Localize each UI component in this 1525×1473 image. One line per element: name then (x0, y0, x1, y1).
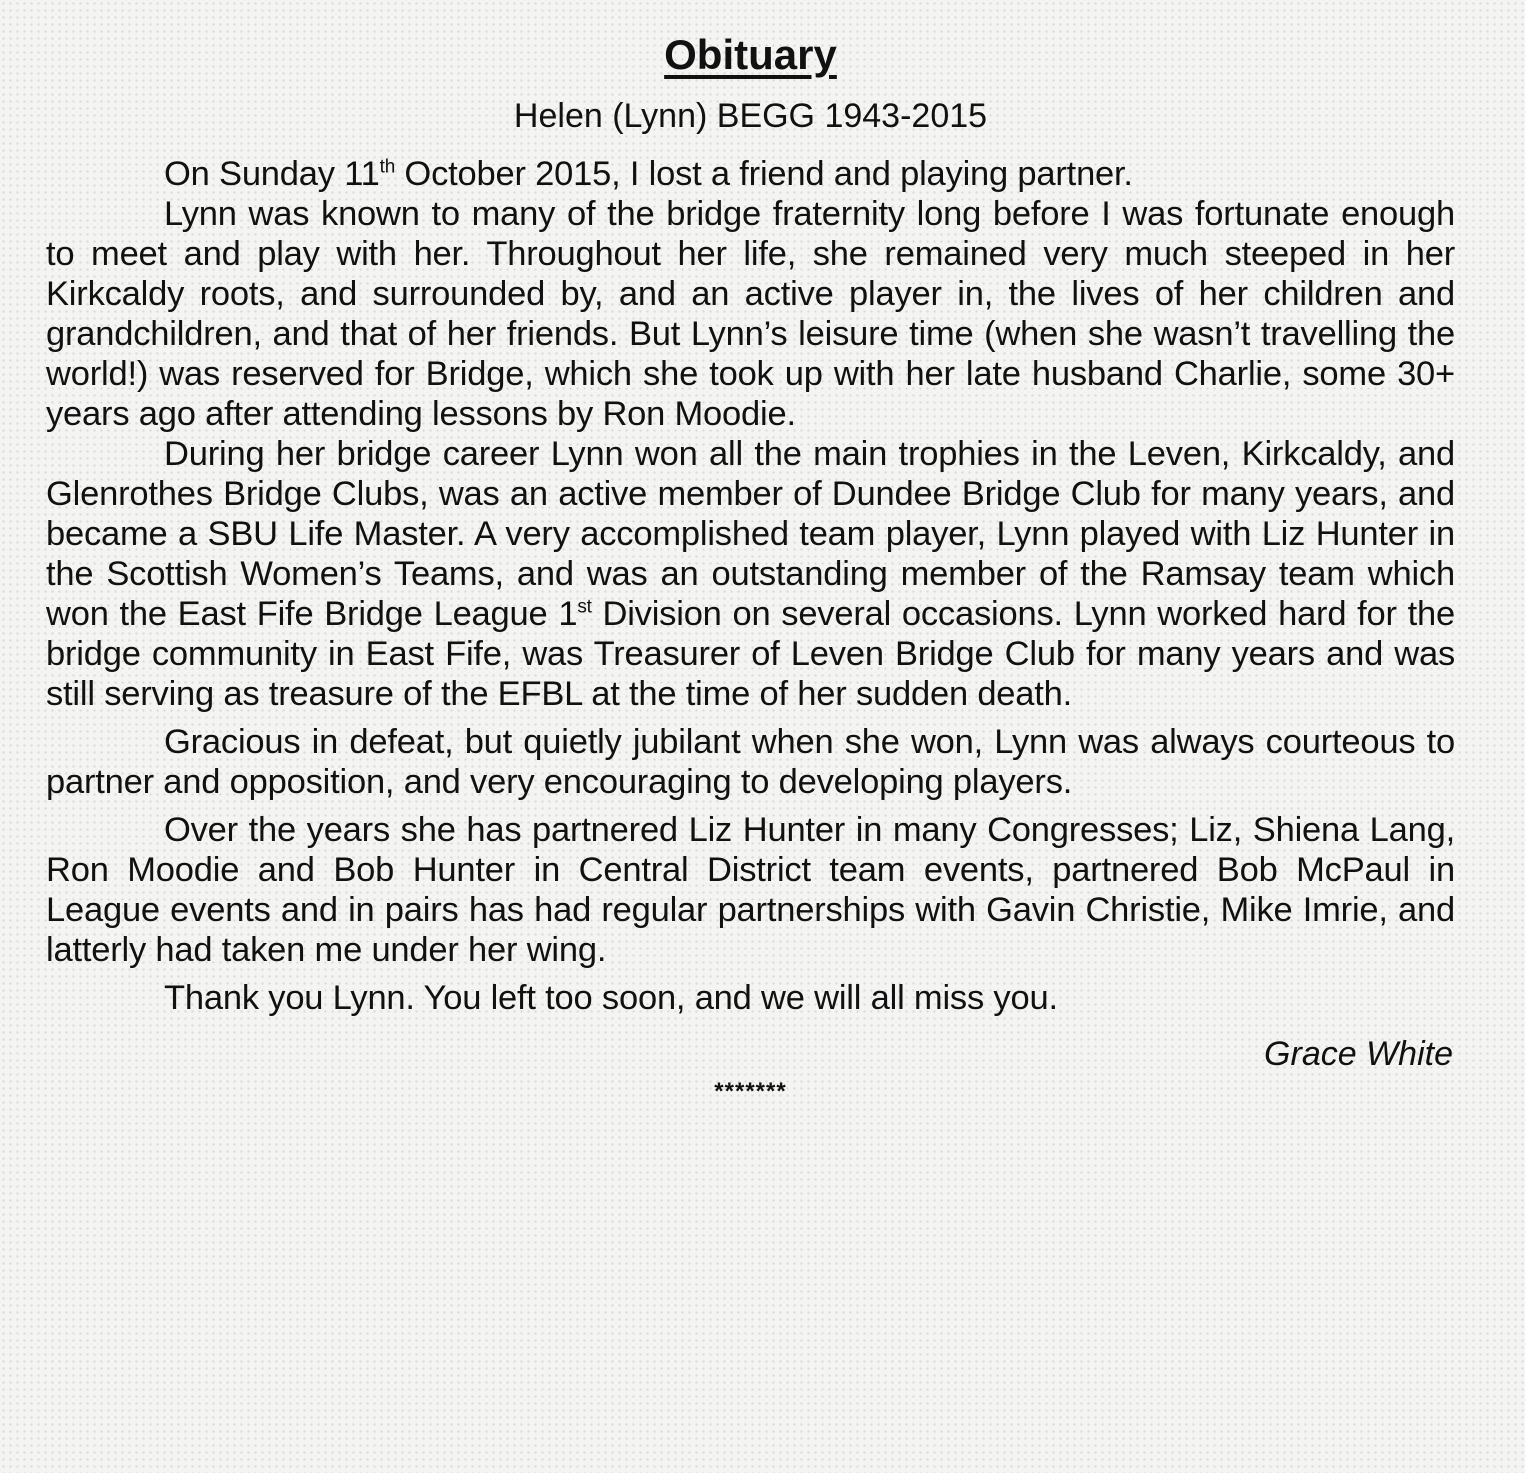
page-title: Obituary (664, 31, 837, 78)
author-signature: Grace White (1264, 1035, 1453, 1073)
section-separator: ******* (714, 1078, 787, 1105)
obituary-body (46, 154, 1455, 1018)
paragraph-career-text-cont: Division on several occasions. Lynn worked hard for the bridge community in East Fife, was Treasurer of Leven Bridge Club for many years and was still serving as treasure of the EFBL at the time of her sudden death. (46, 595, 1455, 713)
paragraph-partners: Over the years she has partnered Liz Hunter in many Congresses; Liz, Shiena Lang, Ron Moodie and Bob Hunter in Central District team events, partnered Bob McPaul in League events and in pairs has had regular partnerships with Gavin Christie, Mike Imrie, and latterly had taken me under her wing. (46, 811, 1455, 969)
paragraph-opening-text: On Sunday 11 (164, 155, 380, 193)
paragraph-opening (46, 154, 1455, 194)
paragraph-opening-text-cont: October 2015, I lost a friend and playing partner. (395, 155, 1133, 193)
paragraph-closing: Thank you Lynn. You left too soon, and we will all miss you. (164, 979, 1058, 1017)
obituary-subtitle: Helen (Lynn) BEGG 1943-2015 (513, 97, 988, 135)
ordinal-suffix: st (577, 596, 592, 618)
ordinal-suffix: th (379, 156, 396, 178)
paragraph-character: Gracious in defeat, but quietly jubilant when she won, Lynn was always courteous to partner and opposition, and very encouraging to developing players. (46, 723, 1455, 801)
paragraph-background: Lynn was known to many of the bridge fraternity long before I was fortunate enough to meet and play with her. Throughout her life, she remained very much steeped in her Kirkcaldy roots, and surrounded by, and an active player in, the lives of her children and grandchildren, and that of her friends. But Lynn’s leisure time (when she wasn’t travelling the world!) was reserved for Bridge, which she took up with her late husband Charlie, some 30+ years ago after attending lessons by Ron Moodie. (46, 195, 1455, 433)
paragraph-career-text: During her bridge career Lynn won all the main trophies in the Leven, Kirkcaldy, and Glenrothes Bridge Clubs, was an active member of Dundee Bridge Club for many years, and became a SBU Life Master. A very accomplished team player, Lynn played with Liz Hunter in the Scottish Women’s Teams, and was an outstanding member of the Ramsay team which won the East Fife Bridge League 1 (46, 435, 1455, 633)
paragraph-career (46, 434, 1455, 714)
